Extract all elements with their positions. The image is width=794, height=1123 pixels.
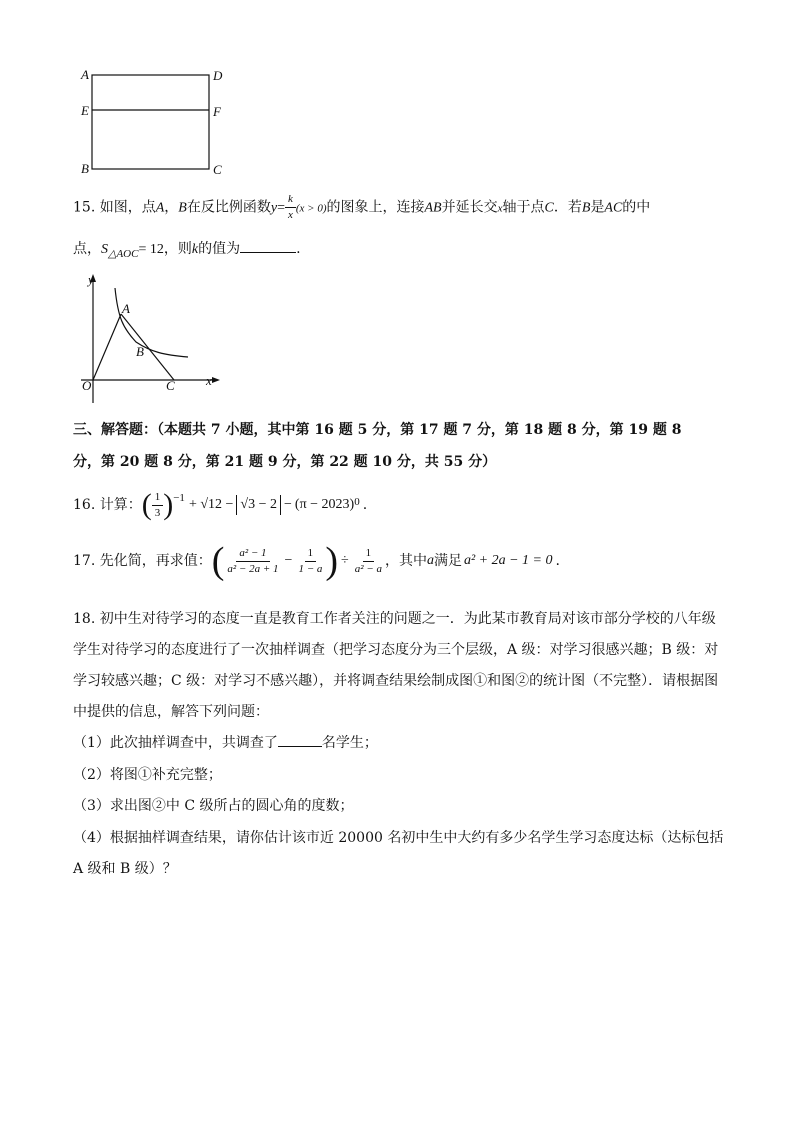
hyperbola-curve	[115, 288, 188, 357]
rect-abcd	[92, 75, 209, 169]
question-15-line2: 点，$S_{\triangle AOC}= 12$，则k的值为 .	[73, 241, 301, 260]
label-E: E	[81, 103, 89, 118]
label-F: F	[213, 104, 221, 119]
question-15-line1: 15. 如图，点A，B在反比例函数y= $\frac{k}{x}$ (x > 0)的图象上，连接AB并延长交x轴于点C．若B是AC的中	[73, 193, 651, 221]
graph-label-x: x	[206, 373, 212, 388]
question-18-line3: 学习较感兴趣；C 级：对学习不感兴趣），并将调查结果绘制成图①和图②的统计图（不完整）．请根据图	[73, 673, 719, 689]
question-17: 17. 先化简，再求值： ( $\frac{\text{a² − 1}}{\text{a² − 2a + 1}}$ − $\frac{1}{1 - a}$ ) ÷ $\frac{1}{\text{a² − a}}$ ，其中 a 满足 a² + 2a − 1 = 0 .	[73, 540, 560, 582]
graph-15	[76, 270, 226, 405]
question-18-sub2: （2）将图①补充完整；	[73, 767, 222, 783]
segment-OA	[93, 314, 121, 380]
graph-label-O: O	[82, 378, 92, 393]
label-A: A	[81, 67, 89, 82]
label-D: D	[213, 68, 223, 83]
question-18-sub4-line1: （4）根据抽样调查结果，请你估计该市近 20000 名初中生中大约有多少名学生学习态度达标（达标包括	[73, 830, 724, 846]
graph-label-A: A	[122, 301, 130, 316]
section-3-heading-line2: 分，第 20 题 8 分，第 21 题 9 分，第 22 题 10 分，共 55 分）	[73, 454, 497, 470]
question-16: 16. 计算： ( $\frac{1}{3}$ ) $^{-1}$ + √12 − √3 − 2 − (π − 2023) $^0$ .	[73, 488, 368, 521]
graph-label-B: B	[136, 344, 144, 359]
answer-blank-18-1[interactable]	[278, 746, 322, 747]
question-18-sub3: （3）求出图②中 C 级所占的圆心角的度数；	[73, 798, 354, 814]
question-18-sub4-line2: A 级和 B 级）？	[73, 861, 177, 877]
answer-blank-15[interactable]	[240, 252, 296, 253]
graph-label-y: y	[88, 272, 94, 287]
label-C: C	[213, 162, 222, 177]
section-3-heading-line1: 三、解答题：（本题共 7 小题，其中第 16 题 5 分，第 17 题 7 分，第 18 题 8 分，第 19 题 8	[73, 422, 682, 438]
question-18-line2: 学生对待学习的态度进行了一次抽样调查（把学习态度分为三个层级，A 级：对学习很感兴趣；B 级：对	[73, 642, 719, 658]
x-axis-arrow	[212, 377, 220, 383]
graph-label-C: C	[166, 378, 175, 393]
question-18-line4: 中提供的信息，解答下列问题：	[73, 704, 269, 720]
label-B: B	[81, 161, 89, 176]
question-18-sub1: （1）此次抽样调查中，共调查了 名学生；	[73, 735, 378, 751]
question-18-line1: 18. 初中生对待学习的态度一直是教育工作者关注的问题之一．为此某市教育局对该市部分学校的八年级	[73, 611, 716, 627]
segment-AC	[121, 314, 174, 380]
